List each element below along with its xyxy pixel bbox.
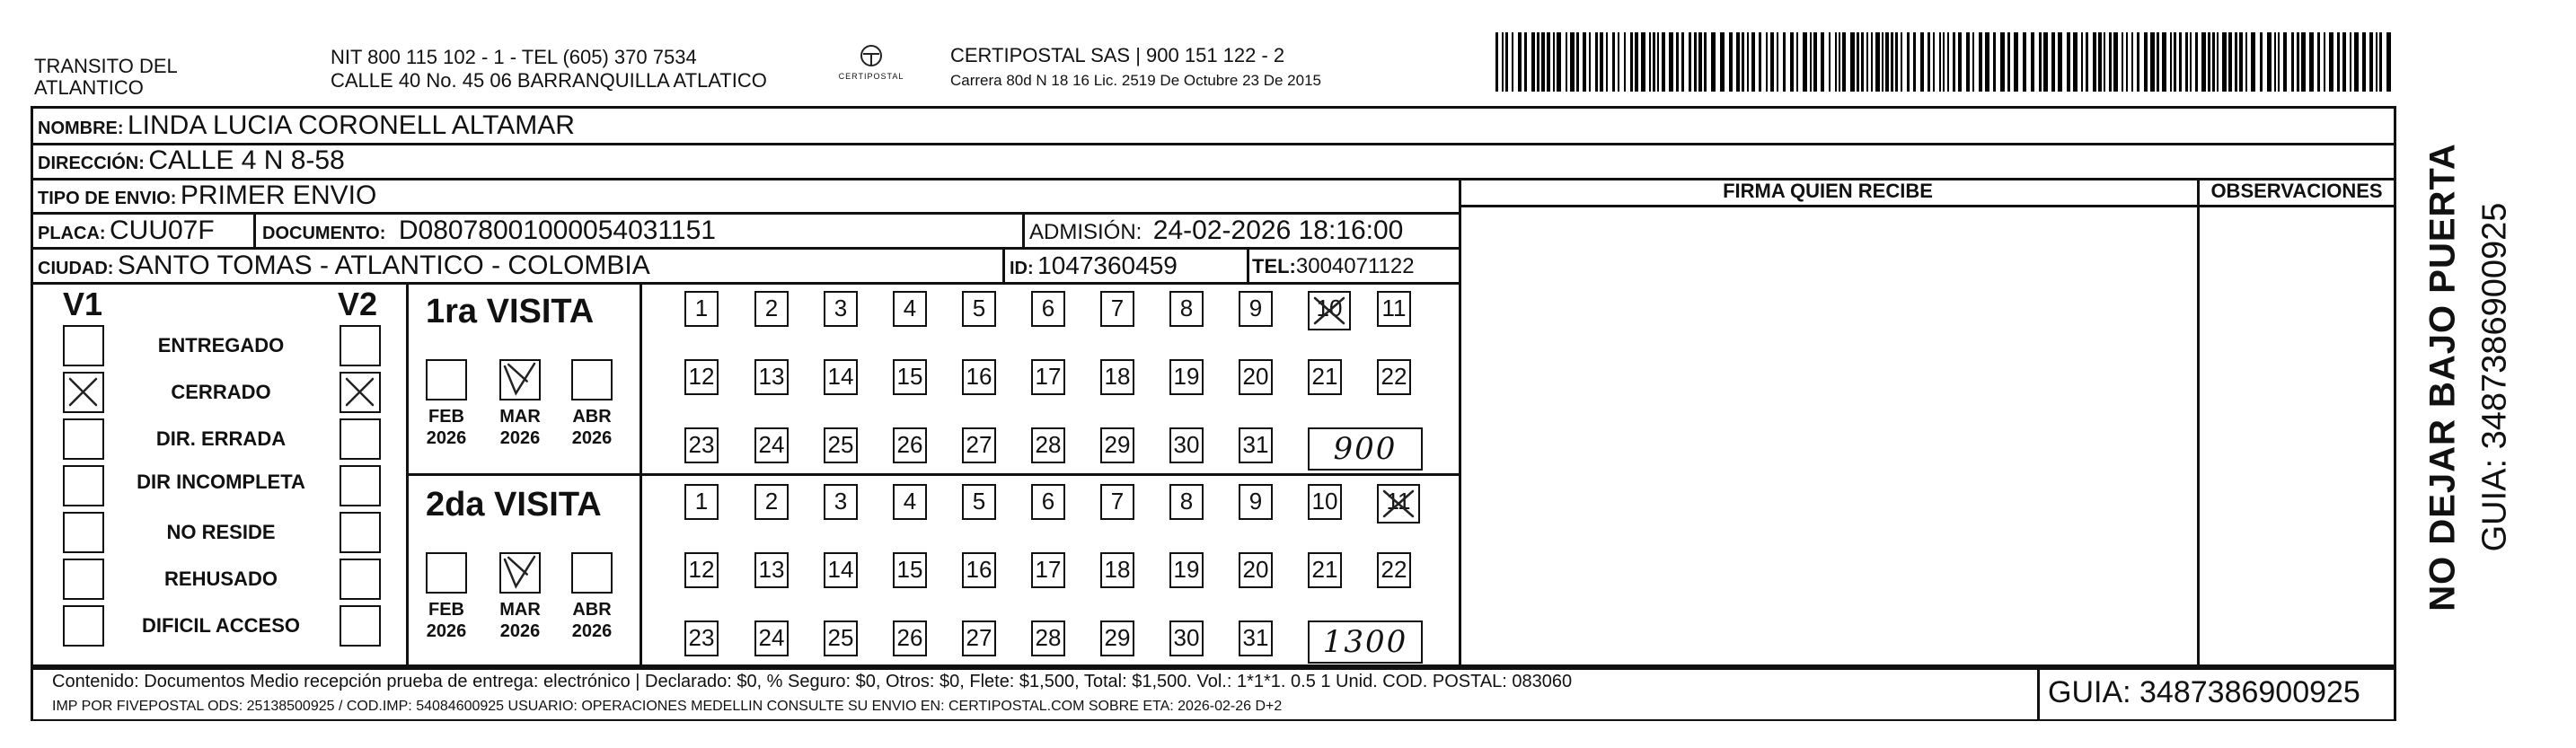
day-box[interactable]: 19 — [1169, 552, 1204, 588]
day-box[interactable]: 15 — [893, 552, 927, 588]
month-year: 2026 — [571, 621, 613, 641]
month-year: 2026 — [426, 428, 467, 448]
day-box[interactable]: 21 — [1308, 359, 1342, 395]
v2-checkbox[interactable] — [340, 372, 381, 413]
status-label: REHUSADO — [164, 568, 278, 590]
v1-label: V1 — [63, 286, 103, 322]
v2-checkbox[interactable] — [340, 512, 381, 553]
day-box[interactable]: 31 — [1239, 427, 1273, 463]
day-box[interactable]: 6 — [1031, 484, 1065, 520]
month-label: ABR — [572, 600, 612, 620]
day-mark-icon — [1379, 486, 1418, 529]
day-box[interactable]: 29 — [1100, 427, 1134, 463]
day-box[interactable]: 31 — [1239, 620, 1273, 656]
day-box[interactable]: 22 — [1377, 359, 1411, 395]
tel-value: 3004071122 — [1295, 254, 1415, 278]
placa-value: CUU07F — [110, 216, 215, 245]
id-label: ID: — [1010, 259, 1034, 278]
day-box[interactable]: 25 — [824, 427, 858, 463]
day-box[interactable]: 14 — [824, 552, 858, 588]
status-label: CERRADO — [171, 381, 271, 403]
v2-checkbox[interactable] — [340, 418, 381, 460]
month-checkbox[interactable] — [426, 552, 467, 594]
admision-label: ADMISIÓN: — [1029, 220, 1142, 244]
day-box[interactable]: 4 — [893, 484, 927, 520]
month-checkbox[interactable] — [499, 552, 541, 594]
placa-field — [38, 214, 215, 248]
month-year: 2026 — [426, 621, 467, 641]
month-year: 2026 — [499, 428, 541, 448]
side-guia: GUIA: 3487386900925 — [2475, 202, 2514, 552]
day-box[interactable]: 15 — [893, 359, 927, 395]
day-box[interactable]: 13 — [754, 359, 789, 395]
day-box[interactable]: 1 — [684, 291, 719, 327]
v2-label: V2 — [338, 286, 378, 322]
id-field — [1010, 249, 1178, 283]
day-box[interactable]: 20 — [1239, 552, 1273, 588]
tel-field — [1252, 251, 1415, 285]
nombre-label: NOMBRE: — [38, 119, 124, 138]
day-box[interactable]: 10 — [1308, 484, 1342, 520]
day-box[interactable]: 4 — [893, 291, 927, 327]
day-box[interactable]: 17 — [1031, 359, 1065, 395]
side-warning: NO DEJAR BAJO PUERTA — [2422, 143, 2463, 612]
day-box[interactable]: 9 — [1239, 484, 1273, 520]
tipo-envio-value: PRIMER ENVIO — [180, 180, 377, 210]
sender-name: TRANSITO DEL ATLANTICO — [34, 55, 177, 99]
day-box[interactable]: 19 — [1169, 359, 1204, 395]
documento-field — [262, 214, 716, 248]
tel-label: TEL: — [1252, 255, 1296, 277]
month-checkbox[interactable] — [571, 359, 613, 400]
id-value: 1047360459 — [1037, 251, 1178, 279]
observaciones-area[interactable] — [2201, 208, 2393, 663]
documento-label: DOCUMENTO: — [262, 224, 386, 243]
month-label: MAR — [499, 407, 541, 427]
day-box[interactable]: 26 — [893, 427, 927, 463]
nombre-row — [38, 109, 575, 143]
admision-field — [1029, 214, 1403, 248]
day-box[interactable]: 8 — [1169, 484, 1204, 520]
day-box[interactable]: 23 — [684, 620, 719, 656]
day-box[interactable]: 7 — [1100, 484, 1134, 520]
company-name: CERTIPOSTAL SAS | 900 151 122 - 2 — [950, 44, 1285, 66]
day-box[interactable]: 14 — [824, 359, 858, 395]
nombre-value: LINDA LUCIA CORONELL ALTAMAR — [128, 110, 575, 140]
day-box[interactable]: 3 — [824, 484, 858, 520]
firma-area[interactable] — [1462, 208, 2195, 663]
handwritten-time-box[interactable]: 900 — [1308, 427, 1423, 471]
day-box[interactable]: 2 — [754, 484, 789, 520]
firma-header: FIRMA QUIEN RECIBE — [1723, 180, 1933, 202]
day-box[interactable]: 18 — [1100, 359, 1134, 395]
ciudad-field — [38, 249, 650, 283]
day-box[interactable]: 28 — [1031, 620, 1065, 656]
day-box[interactable]: 12 — [684, 552, 719, 588]
status-label: ENTREGADO — [157, 334, 285, 356]
day-box[interactable]: 13 — [754, 552, 789, 588]
v2-checkbox[interactable] — [340, 465, 381, 506]
footer-contenido: Contenido: Documentos Medio recepción prueba de entrega: electrónico | Declarado: $0, % Seguro: $0, Otros: $0, Flete: $1,500, Total: $1,500. Vol.: 1*1*1. 0.5 1 Unid. COD. POSTAL: 083060 — [52, 672, 1573, 691]
month-checkbox[interactable] — [499, 359, 541, 400]
sender-nit: NIT 800 115 102 - 1 - TEL (605) 370 7534 — [331, 46, 697, 68]
day-box[interactable]: 5 — [962, 484, 996, 520]
day-box[interactable]: 27 — [962, 427, 996, 463]
footer-imp: IMP POR FIVEPOSTAL ODS: 25138500925 / COD.IMP: 54084600925 USUARIO: OPERACIONES MEDELLIN CONSULTE SU ENVIO EN: CERTIPOSTAL.COM SOBRE ETA: 2026-02-26 D+2 — [52, 699, 1283, 714]
month-checkbox[interactable] — [426, 359, 467, 400]
day-box[interactable]: 24 — [754, 427, 789, 463]
day-box[interactable]: 12 — [684, 359, 719, 395]
month-label: ABR — [572, 407, 612, 427]
day-box[interactable]: 1 — [684, 484, 719, 520]
footer-guia: GUIA: 3487386900925 — [2048, 675, 2360, 709]
placa-label: PLACA: — [38, 224, 106, 243]
status-label: NO RESIDE — [166, 521, 276, 543]
v2-checkbox[interactable] — [340, 605, 381, 647]
handwritten-time-box[interactable]: 1300 — [1308, 620, 1423, 664]
admision-value: 24-02-2026 18:16:00 — [1152, 216, 1404, 245]
day-box[interactable]: 17 — [1031, 552, 1065, 588]
direccion-label: DIRECCIÓN: — [38, 154, 145, 173]
day-box[interactable]: 10 — [1308, 291, 1351, 330]
sender-address: CALLE 40 No. 45 06 BARRANQUILLA ATLATICO — [331, 69, 767, 92]
day-box[interactable]: 6 — [1031, 291, 1065, 327]
status-label: DIR INCOMPLETA — [137, 471, 305, 493]
visit-title: 1ra VISITA — [426, 293, 595, 330]
day-box[interactable]: 2 — [754, 291, 789, 327]
day-box[interactable]: 30 — [1169, 620, 1204, 656]
day-box[interactable]: 18 — [1100, 552, 1134, 588]
direccion-value: CALLE 4 N 8-58 — [148, 145, 345, 175]
certipostal-logo — [835, 41, 907, 92]
day-box[interactable]: 28 — [1031, 427, 1065, 463]
day-box[interactable]: 16 — [962, 359, 996, 395]
day-mark-icon — [1310, 293, 1349, 336]
ciudad-label: CIUDAD: — [38, 259, 114, 278]
v2-checkbox[interactable] — [340, 325, 381, 366]
status-label: DIR. ERRADA — [155, 427, 287, 450]
day-box[interactable]: 3 — [824, 291, 858, 327]
day-box[interactable]: 8 — [1169, 291, 1204, 327]
visit-title: 2da VISITA — [426, 486, 602, 524]
day-box[interactable]: 25 — [824, 620, 858, 656]
tipo-envio-label: TIPO DE ENVIO: — [38, 189, 177, 208]
month-checkbox[interactable] — [571, 552, 613, 594]
company-license: Carrera 80d N 18 16 Lic. 2519 De Octubre 23 De 2015 — [950, 72, 1321, 89]
month-label: FEB — [428, 600, 464, 620]
month-label: MAR — [499, 600, 541, 620]
day-box[interactable]: 7 — [1100, 291, 1134, 327]
month-year: 2026 — [499, 621, 541, 641]
barcode — [1495, 32, 2394, 92]
ciudad-value: SANTO TOMAS - ATLANTICO - COLOMBIA — [117, 251, 650, 280]
day-box[interactable]: 23 — [684, 427, 719, 463]
day-box[interactable]: 24 — [754, 620, 789, 656]
day-box[interactable]: 5 — [962, 291, 996, 327]
day-box[interactable]: 29 — [1100, 620, 1134, 656]
documento-value: D08078001000054031151 — [398, 216, 716, 245]
v2-checkbox[interactable] — [340, 559, 381, 600]
day-box[interactable]: 26 — [893, 620, 927, 656]
direccion-row — [38, 144, 345, 178]
day-box[interactable]: 16 — [962, 552, 996, 588]
status-label: DIFICIL ACCESO — [141, 614, 300, 637]
logo-text: CERTIPOSTAL — [838, 72, 904, 81]
day-box[interactable]: 21 — [1308, 552, 1342, 588]
day-box[interactable]: 27 — [962, 620, 996, 656]
day-box[interactable]: 11 — [1377, 484, 1420, 524]
day-box[interactable]: 9 — [1239, 291, 1273, 327]
month-year: 2026 — [571, 428, 613, 448]
day-box[interactable]: 30 — [1169, 427, 1204, 463]
month-label: FEB — [428, 407, 464, 427]
day-box[interactable]: 11 — [1377, 291, 1411, 327]
day-box[interactable]: 20 — [1239, 359, 1273, 395]
observaciones-header: OBSERVACIONES — [2210, 180, 2383, 202]
day-box[interactable]: 22 — [1377, 552, 1411, 588]
tipo-envio-row — [38, 179, 376, 213]
